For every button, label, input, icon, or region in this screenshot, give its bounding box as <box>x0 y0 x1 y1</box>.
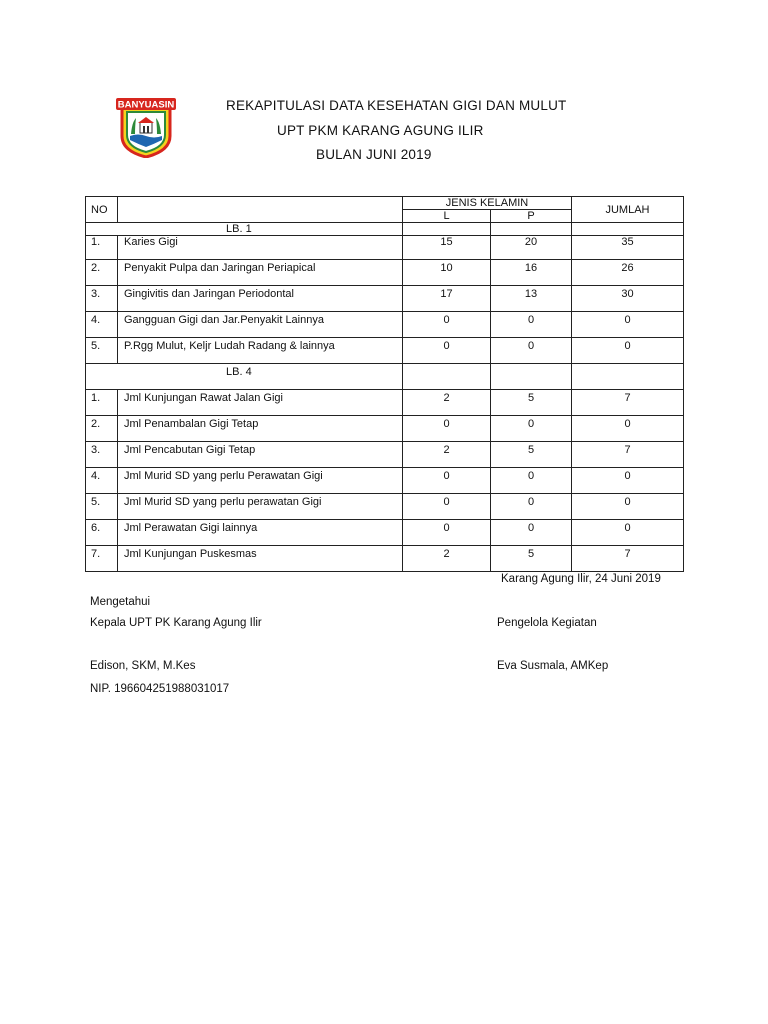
row-total: 7 <box>572 390 684 416</box>
row-p: 0 <box>491 468 572 494</box>
table-row <box>86 468 684 494</box>
row-no: 5. <box>86 494 118 520</box>
row-l: 10 <box>403 260 491 286</box>
row-no: 5. <box>86 338 118 364</box>
row-total: 0 <box>572 520 684 546</box>
section-row-lb4 <box>86 364 684 390</box>
row-total: 26 <box>572 260 684 286</box>
acknowledged-label: Mengetahui <box>90 596 151 608</box>
row-total: 7 <box>572 546 684 572</box>
row-p: 0 <box>491 520 572 546</box>
row-l: 0 <box>403 468 491 494</box>
table-row <box>86 416 684 442</box>
row-p: 0 <box>491 312 572 338</box>
left-signatory-title: Kepala UPT PK Karang Agung Ilir <box>90 617 262 629</box>
table-cell <box>403 223 491 236</box>
section-label-lb4: LB. 4 <box>86 364 403 390</box>
row-p: 13 <box>491 286 572 312</box>
row-no: 3. <box>86 286 118 312</box>
table-row <box>86 546 684 572</box>
row-no: 7. <box>86 546 118 572</box>
row-l: 0 <box>403 494 491 520</box>
row-total: 35 <box>572 236 684 260</box>
row-l: 2 <box>403 390 491 416</box>
row-l: 2 <box>403 442 491 468</box>
row-no: 4. <box>86 312 118 338</box>
table-row <box>86 494 684 520</box>
row-total: 0 <box>572 494 684 520</box>
row-no: 4. <box>86 468 118 494</box>
table-row <box>86 390 684 416</box>
row-description: P.Rgg Mulut, Keljr Ludah Radang & lainnya <box>118 338 403 364</box>
row-l: 17 <box>403 286 491 312</box>
table-row <box>86 236 684 260</box>
section-row-lb1 <box>86 223 684 236</box>
table-row <box>86 520 684 546</box>
header-p: P <box>491 210 572 223</box>
row-description: Karies Gigi <box>118 236 403 260</box>
table-cell <box>572 223 684 236</box>
row-description: Jml Penambalan Gigi Tetap <box>118 416 403 442</box>
left-signatory-name: Edison, SKM, M.Kes <box>90 660 196 672</box>
row-p: 5 <box>491 546 572 572</box>
table-cell <box>572 364 684 390</box>
row-p: 16 <box>491 260 572 286</box>
row-no: 1. <box>86 236 118 260</box>
row-p: 5 <box>491 390 572 416</box>
dental-health-table <box>85 196 684 572</box>
row-no: 2. <box>86 416 118 442</box>
header-l: L <box>403 210 491 223</box>
row-p: 5 <box>491 442 572 468</box>
report-unit: UPT PKM KARANG AGUNG ILIR <box>277 123 484 138</box>
row-total: 7 <box>572 442 684 468</box>
left-signatory-nip: NIP. 196604251988031017 <box>90 683 230 695</box>
row-total: 0 <box>572 338 684 364</box>
row-l: 2 <box>403 546 491 572</box>
row-no: 1. <box>86 390 118 416</box>
header-no: NO <box>86 197 118 223</box>
row-total: 0 <box>572 312 684 338</box>
logo-banner-text: BANYUASIN <box>117 99 175 111</box>
header-jenis-kelamin: JENIS KELAMIN <box>403 197 572 210</box>
row-l: 0 <box>403 338 491 364</box>
section-label-lb1: LB. 1 <box>86 223 403 236</box>
row-p: 20 <box>491 236 572 260</box>
table-row <box>86 286 684 312</box>
row-p: 0 <box>491 338 572 364</box>
header-description <box>118 197 403 223</box>
row-total: 0 <box>572 468 684 494</box>
row-description: Gangguan Gigi dan Jar.Penyakit Lainnya <box>118 312 403 338</box>
row-description: Jml Pencabutan Gigi Tetap <box>118 442 403 468</box>
banyuasin-logo <box>114 96 178 158</box>
row-description: Jml Murid SD yang perlu perawatan Gigi <box>118 494 403 520</box>
row-p: 0 <box>491 494 572 520</box>
report-period: BULAN JUNI 2019 <box>316 147 432 162</box>
row-total: 0 <box>572 416 684 442</box>
row-description: Jml Perawatan Gigi lainnya <box>118 520 403 546</box>
row-description: Penyakit Pulpa dan Jaringan Periapical <box>118 260 403 286</box>
row-no: 6. <box>86 520 118 546</box>
row-l: 0 <box>403 520 491 546</box>
row-l: 0 <box>403 312 491 338</box>
row-total: 30 <box>572 286 684 312</box>
table-row <box>86 338 684 364</box>
report-title: REKAPITULASI DATA KESEHATAN GIGI DAN MULUT <box>226 98 567 113</box>
row-description: Gingivitis dan Jaringan Periodontal <box>118 286 403 312</box>
row-no: 2. <box>86 260 118 286</box>
banyuasin-emblem-icon <box>114 96 178 158</box>
table-cell <box>491 223 572 236</box>
row-description: Jml Kunjungan Puskesmas <box>118 546 403 572</box>
right-signatory-name: Eva Susmala, AMKep <box>497 660 609 672</box>
row-no: 3. <box>86 442 118 468</box>
row-description: Jml Kunjungan Rawat Jalan Gigi <box>118 390 403 416</box>
table-cell <box>403 364 491 390</box>
row-p: 0 <box>491 416 572 442</box>
row-l: 0 <box>403 416 491 442</box>
row-description: Jml Murid SD yang perlu Perawatan Gigi <box>118 468 403 494</box>
table-row <box>86 442 684 468</box>
row-l: 15 <box>403 236 491 260</box>
table-header-row <box>86 197 684 210</box>
table-row <box>86 260 684 286</box>
table-row <box>86 312 684 338</box>
place-date: Karang Agung Ilir, 24 Juni 2019 <box>501 573 661 585</box>
right-signatory-title: Pengelola Kegiatan <box>497 617 597 629</box>
header-jumlah: JUMLAH <box>572 197 684 223</box>
table-cell <box>491 364 572 390</box>
